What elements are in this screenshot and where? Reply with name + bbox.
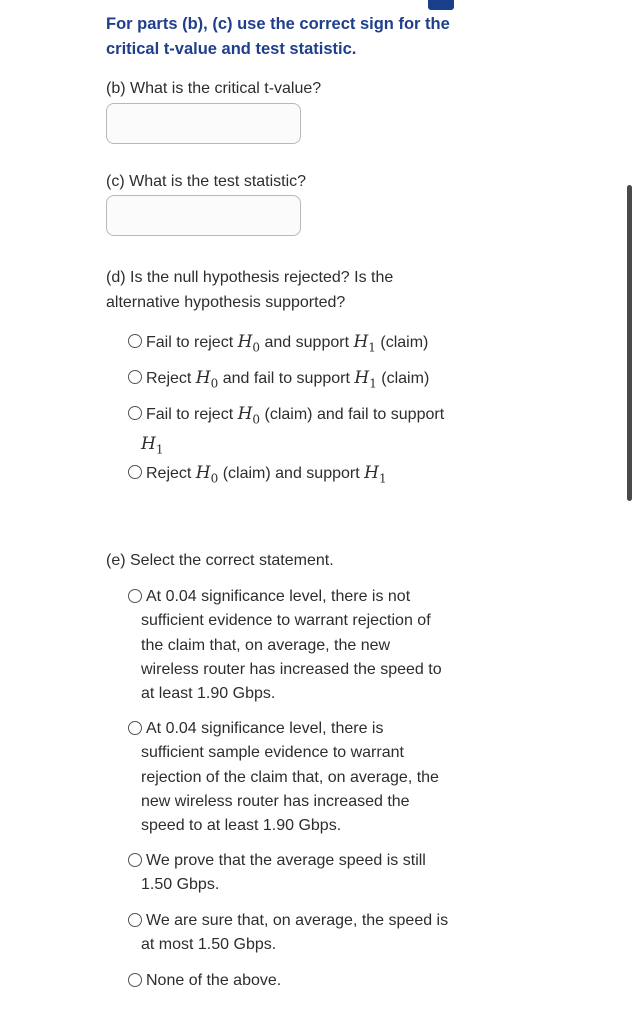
option-text: (claim) bbox=[375, 334, 429, 351]
radio-button[interactable] bbox=[128, 334, 142, 348]
critical-t-value-input[interactable] bbox=[106, 103, 301, 144]
top-tab-indicator bbox=[428, 0, 454, 10]
option-text: Fail to reject bbox=[146, 334, 238, 351]
statement-option[interactable] bbox=[128, 849, 458, 898]
question-d-line: alternative hypothesis supported? bbox=[106, 294, 346, 311]
hypothesis-option[interactable] bbox=[128, 330, 458, 360]
statement-option[interactable] bbox=[128, 717, 458, 838]
option-line: rejection of the claim that, on average, the bbox=[141, 768, 439, 786]
h0-symbol: $H_0$ bbox=[195, 463, 219, 486]
option-line: speed to at least 1.90 Gbps. bbox=[141, 817, 342, 835]
option-text: (claim) and fail to support bbox=[260, 406, 445, 423]
option-line: At 0.04 significance level, there is not bbox=[146, 588, 411, 605]
option-line: the claim that, on average, the new bbox=[141, 636, 391, 654]
h0-symbol: $H_0$ bbox=[237, 332, 261, 355]
option-text: (claim) and support bbox=[218, 465, 365, 482]
option-line: new wireless router has increased the bbox=[141, 792, 410, 810]
hypothesis-option[interactable] bbox=[128, 366, 458, 396]
h1-symbol: $H_1$ bbox=[353, 332, 376, 355]
option-line: at least 1.90 Gbps. bbox=[141, 685, 276, 703]
option-line: At 0.04 significance level, there is bbox=[146, 720, 384, 737]
statement-option[interactable] bbox=[128, 909, 458, 958]
radio-button[interactable] bbox=[128, 973, 142, 987]
option-text: (claim) bbox=[376, 370, 430, 387]
instruction-text bbox=[106, 12, 486, 62]
h1-symbol: $H_1$ bbox=[141, 433, 164, 457]
test-statistic-input[interactable] bbox=[106, 195, 301, 236]
question-d bbox=[106, 265, 393, 315]
statement-option[interactable] bbox=[128, 969, 458, 993]
radio-button[interactable] bbox=[128, 406, 142, 420]
option-line: wireless router has increased the speed to bbox=[141, 660, 442, 678]
radio-button[interactable] bbox=[128, 589, 142, 603]
option-text: and fail to support bbox=[218, 370, 355, 387]
radio-button[interactable] bbox=[128, 370, 142, 384]
question-e: (e) Select the correct statement. bbox=[106, 552, 334, 569]
hypothesis-option[interactable] bbox=[128, 402, 458, 461]
option-line: None of the above. bbox=[146, 972, 282, 989]
instruction-line: critical t-value and test statistic. bbox=[106, 40, 357, 58]
option-line: We prove that the average speed is still bbox=[146, 852, 426, 869]
radio-button[interactable] bbox=[128, 853, 142, 867]
instruction-line: For parts (b), (c) use the correct sign for the bbox=[106, 15, 450, 33]
h0-symbol: $H_0$ bbox=[237, 404, 261, 427]
option-line: at most 1.50 Gbps. bbox=[141, 936, 277, 954]
question-c: (c) What is the test statistic? bbox=[106, 173, 307, 190]
question-d-line: (d) Is the null hypothesis rejected? Is the bbox=[106, 269, 394, 286]
h1-symbol: $H_1$ bbox=[354, 368, 377, 391]
scrollbar[interactable] bbox=[627, 185, 632, 501]
option-line: 1.50 Gbps. bbox=[141, 876, 220, 894]
question-b: (b) What is the critical t-value? bbox=[106, 80, 322, 97]
option-text: Reject bbox=[146, 370, 196, 387]
option-text: Fail to reject bbox=[146, 406, 238, 423]
radio-button[interactable] bbox=[128, 913, 142, 927]
option-text: Reject bbox=[146, 465, 196, 482]
option-text: and support bbox=[260, 334, 354, 351]
statement-option[interactable] bbox=[128, 585, 458, 706]
h0-symbol: $H_0$ bbox=[195, 368, 219, 391]
radio-button[interactable] bbox=[128, 721, 142, 735]
h1-symbol: $H_1$ bbox=[364, 463, 387, 486]
option-line: sufficient sample evidence to warrant bbox=[141, 744, 404, 762]
hypothesis-option[interactable] bbox=[128, 461, 458, 491]
option-line: We are sure that, on average, the speed is bbox=[146, 912, 449, 929]
option-line: sufficient evidence to warrant rejection of bbox=[141, 612, 431, 630]
radio-button[interactable] bbox=[128, 465, 142, 479]
